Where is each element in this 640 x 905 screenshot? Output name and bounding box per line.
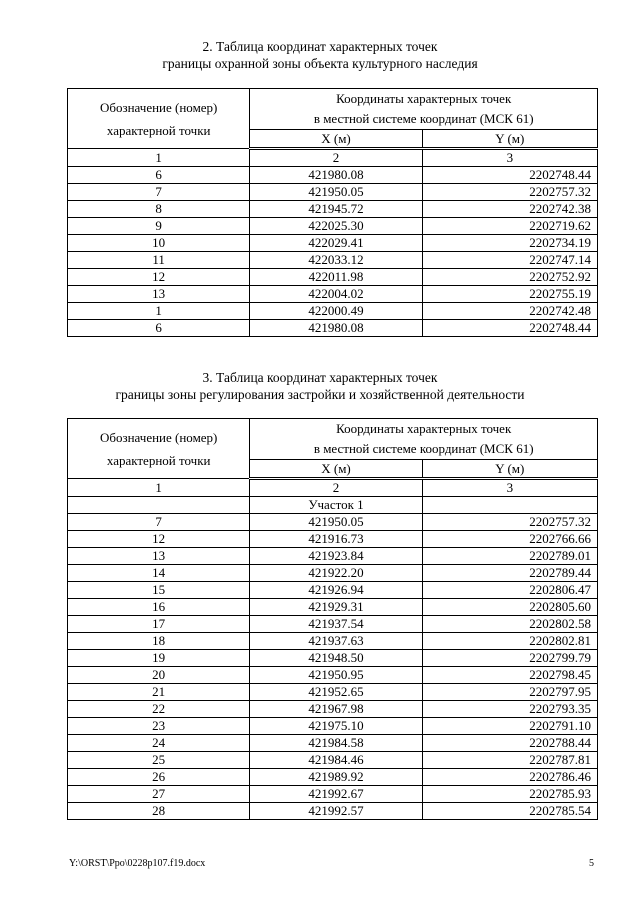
table2-point-number: 7 xyxy=(68,184,250,201)
table3-point-number: 13 xyxy=(68,548,250,565)
table2-index-1: 1 xyxy=(68,149,250,167)
table3-row xyxy=(68,548,598,565)
table2-header-coords-line2: в местной системе координат (МСК 61) xyxy=(313,111,534,126)
table2-y-coordinate: 2202748.44 xyxy=(422,320,597,337)
table3-title-line1: 3. Таблица координат характерных точек xyxy=(202,370,438,385)
table2-x-coordinate: 422004.02 xyxy=(250,286,422,303)
table3-index-3: 3 xyxy=(422,479,597,497)
table3-y-coordinate: 2202805.60 xyxy=(422,599,597,616)
table3-point-number: 15 xyxy=(68,582,250,599)
table3-header-y: Y (м) xyxy=(422,460,597,479)
table3-point-number: 20 xyxy=(68,667,250,684)
table3-y-coordinate: 2202799.79 xyxy=(422,650,597,667)
footer-page-number: 5 xyxy=(589,858,594,869)
table2-point-number: 8 xyxy=(68,201,250,218)
table3-x-coordinate: 421929.31 xyxy=(250,599,422,616)
table3-point-number: 19 xyxy=(68,650,250,667)
table3-header-point-line1: Обозначение (номер) xyxy=(99,429,218,445)
table3-y-coordinate: 2202787.81 xyxy=(422,752,597,769)
table3-point-number: 21 xyxy=(68,684,250,701)
table2-y-coordinate: 2202742.38 xyxy=(422,201,597,218)
table3-x-coordinate: 421923.84 xyxy=(250,548,422,565)
table3-row xyxy=(68,650,598,667)
table3-index-2: 2 xyxy=(250,479,422,497)
table3-row xyxy=(68,786,598,803)
table2-point-number: 12 xyxy=(68,269,250,286)
table3-row xyxy=(68,531,598,548)
table3-row xyxy=(68,514,598,531)
table3-point-number: 12 xyxy=(68,531,250,548)
table2-x-coordinate: 422011.98 xyxy=(250,269,422,286)
table2-row xyxy=(68,235,598,252)
table3-index-1: 1 xyxy=(68,479,250,497)
table3-section-empty xyxy=(68,497,250,514)
table3-x-coordinate: 421984.58 xyxy=(250,735,422,752)
table3-x-coordinate: 421992.57 xyxy=(250,803,422,820)
table2-point-number: 11 xyxy=(68,252,250,269)
table3-title xyxy=(0,369,640,403)
table2-x-coordinate: 422025.30 xyxy=(250,218,422,235)
table2-row xyxy=(68,269,598,286)
table3-y-coordinate: 2202802.81 xyxy=(422,633,597,650)
table2-header-coords xyxy=(250,89,598,130)
table2-y-coordinate: 2202742.48 xyxy=(422,303,597,320)
table3-row xyxy=(68,616,598,633)
table3-x-coordinate: 421922.20 xyxy=(250,565,422,582)
table3-x-coordinate: 421926.94 xyxy=(250,582,422,599)
table3-x-coordinate: 421992.67 xyxy=(250,786,422,803)
table2-x-coordinate: 421980.08 xyxy=(250,167,422,184)
table3-x-coordinate: 421989.92 xyxy=(250,769,422,786)
table3-x-coordinate: 421916.73 xyxy=(250,531,422,548)
table2-title-line2: границы охранной зоны объекта культурного наследия xyxy=(162,56,478,71)
table3-x-coordinate: 421984.46 xyxy=(250,752,422,769)
table2-row xyxy=(68,167,598,184)
table2-row xyxy=(68,201,598,218)
table2-point-number: 6 xyxy=(68,320,250,337)
table3-row xyxy=(68,667,598,684)
table3-point-number: 22 xyxy=(68,701,250,718)
table3-y-coordinate: 2202785.93 xyxy=(422,786,597,803)
table2-header-coords-line1: Координаты характерных точек xyxy=(336,91,512,106)
table3-point-number: 28 xyxy=(68,803,250,820)
table2-point-number: 9 xyxy=(68,218,250,235)
table3-row xyxy=(68,684,598,701)
table3-row xyxy=(68,565,598,582)
table2-title xyxy=(0,38,640,72)
table3-point-number: 16 xyxy=(68,599,250,616)
table2-index-row xyxy=(68,149,598,167)
table2-title-line1: 2. Таблица координат характерных точек xyxy=(202,39,438,54)
table2-x-coordinate: 422033.12 xyxy=(250,252,422,269)
table3-point-number: 17 xyxy=(68,616,250,633)
table3-y-coordinate: 2202785.54 xyxy=(422,803,597,820)
table3-y-coordinate: 2202791.10 xyxy=(422,718,597,735)
table3-row xyxy=(68,701,598,718)
table3-point-number: 25 xyxy=(68,752,250,769)
table2-y-coordinate: 2202752.92 xyxy=(422,269,597,286)
table2-y-coordinate: 2202757.32 xyxy=(422,184,597,201)
table3-row xyxy=(68,735,598,752)
table3-x-coordinate: 421950.95 xyxy=(250,667,422,684)
table2-header-x: X (м) xyxy=(250,130,422,149)
table3-section-empty-2 xyxy=(422,497,597,514)
table2-y-coordinate: 2202734.19 xyxy=(422,235,597,252)
table3-point-number: 18 xyxy=(68,633,250,650)
table2-x-coordinate: 421950.05 xyxy=(250,184,422,201)
table2-y-coordinate: 2202747.14 xyxy=(422,252,597,269)
table2-index-3: 3 xyxy=(422,149,597,167)
table3-row xyxy=(68,769,598,786)
table3-x-coordinate: 421952.65 xyxy=(250,684,422,701)
table2-header-y: Y (м) xyxy=(422,130,597,149)
table3-y-coordinate: 2202788.44 xyxy=(422,735,597,752)
table3-point-number: 27 xyxy=(68,786,250,803)
table3-point-number: 23 xyxy=(68,718,250,735)
table3-title-line2: границы зоны регулирования застройки и хозяйственной деятельности xyxy=(115,387,525,402)
table3-section-row xyxy=(68,497,598,514)
table3-x-coordinate: 421937.54 xyxy=(250,616,422,633)
table3-y-coordinate: 2202798.45 xyxy=(422,667,597,684)
table3-header-coords-line2: в местной системе координат (МСК 61) xyxy=(313,441,534,456)
table3-index-row xyxy=(68,479,598,497)
table3-y-coordinate: 2202802.58 xyxy=(422,616,597,633)
table2-header-point-line2: характерной точки xyxy=(106,122,211,138)
table3-row xyxy=(68,599,598,616)
table3-point-number: 24 xyxy=(68,735,250,752)
table2-row xyxy=(68,320,598,337)
table2-x-coordinate: 422029.41 xyxy=(250,235,422,252)
table3-row xyxy=(68,633,598,650)
table3-y-coordinate: 2202766.66 xyxy=(422,531,597,548)
table2-index-2: 2 xyxy=(250,149,422,167)
table2-point-number: 10 xyxy=(68,235,250,252)
table2-header-point xyxy=(68,89,250,149)
table3-y-coordinate: 2202786.46 xyxy=(422,769,597,786)
table2-y-coordinate: 2202748.44 xyxy=(422,167,597,184)
table3-y-coordinate: 2202793.35 xyxy=(422,701,597,718)
table2-header-point-line1: Обозначение (номер) xyxy=(99,99,218,115)
table3-x-coordinate: 421937.63 xyxy=(250,633,422,650)
table2-row xyxy=(68,303,598,320)
table3-y-coordinate: 2202789.44 xyxy=(422,565,597,582)
table3-point-number: 26 xyxy=(68,769,250,786)
table3-x-coordinate: 421975.10 xyxy=(250,718,422,735)
table3-row xyxy=(68,718,598,735)
table3-row xyxy=(68,582,598,599)
table3-x-coordinate: 421967.98 xyxy=(250,701,422,718)
table2-row xyxy=(68,286,598,303)
table2-x-coordinate: 421980.08 xyxy=(250,320,422,337)
footer-file-path: Y:\ORST\Ppo\0228p107.f19.docx xyxy=(69,858,206,869)
table2-y-coordinate: 2202719.62 xyxy=(422,218,597,235)
table3-x-coordinate: 421950.05 xyxy=(250,514,422,531)
table2-point-number: 13 xyxy=(68,286,250,303)
table2-point-number: 6 xyxy=(68,167,250,184)
table2-point-number: 1 xyxy=(68,303,250,320)
table3-point-number: 14 xyxy=(68,565,250,582)
table2-x-coordinate: 422000.49 xyxy=(250,303,422,320)
table3-y-coordinate: 2202789.01 xyxy=(422,548,597,565)
table3 xyxy=(67,418,598,820)
table3-y-coordinate: 2202806.47 xyxy=(422,582,597,599)
table3-header-coords xyxy=(250,419,598,460)
table2-y-coordinate: 2202755.19 xyxy=(422,286,597,303)
table2-row xyxy=(68,184,598,201)
table3-row xyxy=(68,752,598,769)
table3-header-point xyxy=(68,419,250,479)
table3-x-coordinate: 421948.50 xyxy=(250,650,422,667)
table3-point-number: 7 xyxy=(68,514,250,531)
table3-y-coordinate: 2202797.95 xyxy=(422,684,597,701)
table3-row xyxy=(68,803,598,820)
table3-section-label: Участок 1 xyxy=(250,497,422,514)
table2-x-coordinate: 421945.72 xyxy=(250,201,422,218)
table2-row xyxy=(68,252,598,269)
table3-header-point-line2: характерной точки xyxy=(106,452,211,468)
table3-header-coords-line1: Координаты характерных точек xyxy=(336,421,512,436)
table2 xyxy=(67,88,598,337)
table3-y-coordinate: 2202757.32 xyxy=(422,514,597,531)
table2-row xyxy=(68,218,598,235)
table3-header-x: X (м) xyxy=(250,460,422,479)
